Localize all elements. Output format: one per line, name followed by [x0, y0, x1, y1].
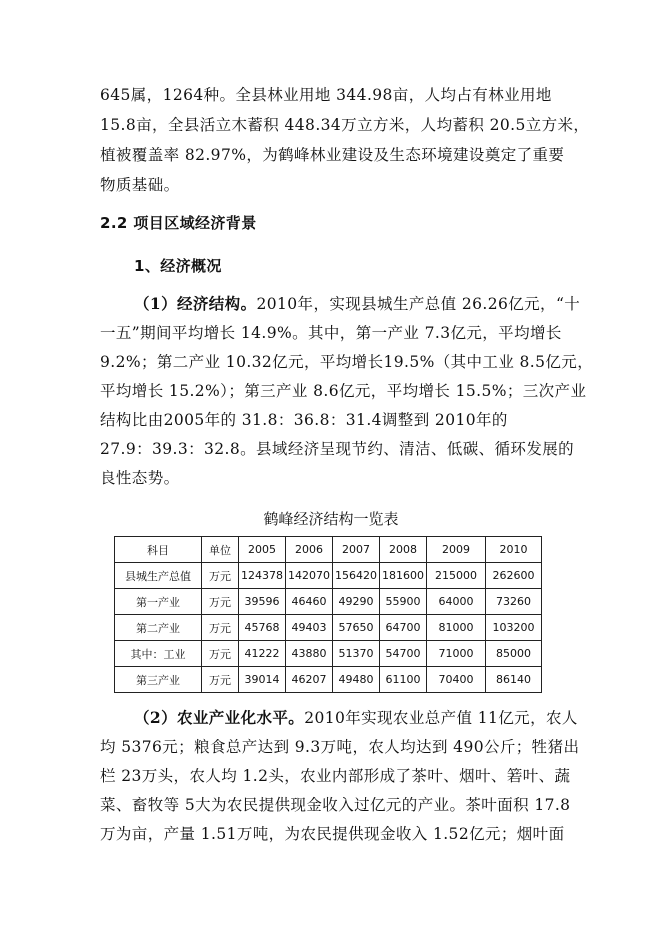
table-cell: 181600: [380, 563, 427, 589]
table-cell: 54700: [380, 641, 427, 667]
table-header-cell: 科目: [115, 537, 202, 563]
table-row: [115, 641, 542, 667]
section-heading: 2.2 项目区域经济背景: [100, 214, 257, 232]
text-line: 结构比由2005年的 31.8：36.8：31.4调整到 2010年的: [100, 411, 508, 429]
table-cell: 64000: [427, 589, 486, 615]
table-cell: 51370: [333, 641, 380, 667]
table-cell: 49290: [333, 589, 380, 615]
table-cell: 39596: [239, 589, 286, 615]
text-line: 平均增长 15.2%）；第三产业 8.6亿元，平均增长 15.5%；三次产业: [100, 382, 587, 400]
text-line: 菜、畜牧等 5大为农民提供现金收入过亿元的产业。茶叶面积 17.8: [100, 796, 571, 814]
table-header-cell: 2007: [333, 537, 380, 563]
table-cell: 45768: [239, 615, 286, 641]
table-cell: 70400: [427, 667, 486, 693]
table-cell: 81000: [427, 615, 486, 641]
table-cell: 142070: [286, 563, 333, 589]
text-line: 植被覆盖率 82.97%，为鹤峰林业建设及生态环境建设奠定了重要: [100, 146, 565, 164]
table-row: [115, 667, 542, 693]
table-row: [115, 563, 542, 589]
paragraph-lead: （2）农业产业化水平。: [134, 708, 305, 727]
text-line: 均 5376元；粮食总产达到 9.3万吨，农人均达到 490公斤；牲猪出: [100, 738, 580, 756]
table-cell: 71000: [427, 641, 486, 667]
table-cell: 262600: [486, 563, 542, 589]
table-cell: 县城生产总值: [115, 563, 202, 589]
table-header-cell: 单位: [202, 537, 239, 563]
table-cell: 103200: [486, 615, 542, 641]
table-cell: 46207: [286, 667, 333, 693]
table-cell: 57650: [333, 615, 380, 641]
text-line: 良性态势。: [100, 469, 180, 487]
table-cell: 86140: [486, 667, 542, 693]
table-cell: 49480: [333, 667, 380, 693]
table-header-row: [115, 537, 542, 563]
table-header-cell: 2010: [486, 537, 542, 563]
table-cell: 41222: [239, 641, 286, 667]
table-cell: 万元: [202, 615, 239, 641]
table-cell: 43880: [286, 641, 333, 667]
text-line: 645属，1264种。全县林业用地 344.98亩，人均占有林业用地: [100, 86, 552, 104]
table-caption: 鹤峰经济结构一览表: [263, 510, 399, 528]
table-cell: 64700: [380, 615, 427, 641]
table-cell: 156420: [333, 563, 380, 589]
text-line: 27.9：39.3：32.8。县域经济呈现节约、清洁、低碳、循环发展的: [100, 440, 575, 458]
table-cell: 第三产业: [115, 667, 202, 693]
table-cell: 39014: [239, 667, 286, 693]
table-row: [115, 615, 542, 641]
table-cell: 85000: [486, 641, 542, 667]
table-cell: 万元: [202, 641, 239, 667]
text-line: 栏 23万头，农人均 1.2头，农业内部形成了茶叶、烟叶、箬叶、蔬: [100, 767, 571, 785]
text-span: 2010年，实现县城生产总值 26.26亿元，“十: [256, 295, 581, 313]
text-line: [134, 710, 578, 727]
text-span: 2010年实现农业总产值 11亿元，农人: [304, 709, 578, 727]
paragraph-lead: （1）经济结构。: [134, 294, 257, 313]
table-row: [115, 589, 542, 615]
table-cell: 55900: [380, 589, 427, 615]
text-line: 物质基础。: [100, 176, 180, 194]
text-line: 15.8亩，全县活立木蓄积 448.34万立方米，人均蓄积 20.5立方米，: [100, 116, 590, 134]
table-cell: 49403: [286, 615, 333, 641]
table-header-cell: 2008: [380, 537, 427, 563]
table-header-cell: 2006: [286, 537, 333, 563]
economy-table: [114, 536, 542, 693]
table-cell: 万元: [202, 667, 239, 693]
table-cell: 73260: [486, 589, 542, 615]
table-cell: 第二产业: [115, 615, 202, 641]
table-cell: 第一产业: [115, 589, 202, 615]
text-line: 一五”期间平均增长 14.9%。其中，第一产业 7.3亿元，平均增长: [100, 324, 562, 342]
table-cell: 124378: [239, 563, 286, 589]
text-line: [134, 296, 580, 313]
table-cell: 万元: [202, 563, 239, 589]
table-header-cell: 2009: [427, 537, 486, 563]
table-cell: 46460: [286, 589, 333, 615]
table-cell: 215000: [427, 563, 486, 589]
sub-heading: 1、经济概况: [134, 257, 222, 275]
text-line: 万为亩，产量 1.51万吨，为农民提供现金收入 1.52亿元；烟叶面: [100, 825, 565, 843]
table-cell: 万元: [202, 589, 239, 615]
table-header-cell: 2005: [239, 537, 286, 563]
table-cell: 61100: [380, 667, 427, 693]
text-line: 9.2%；第二产业 10.32亿元，平均增长19.5%（其中工业 8.5亿元，: [100, 353, 594, 371]
table-cell: 其中：工业: [115, 641, 202, 667]
